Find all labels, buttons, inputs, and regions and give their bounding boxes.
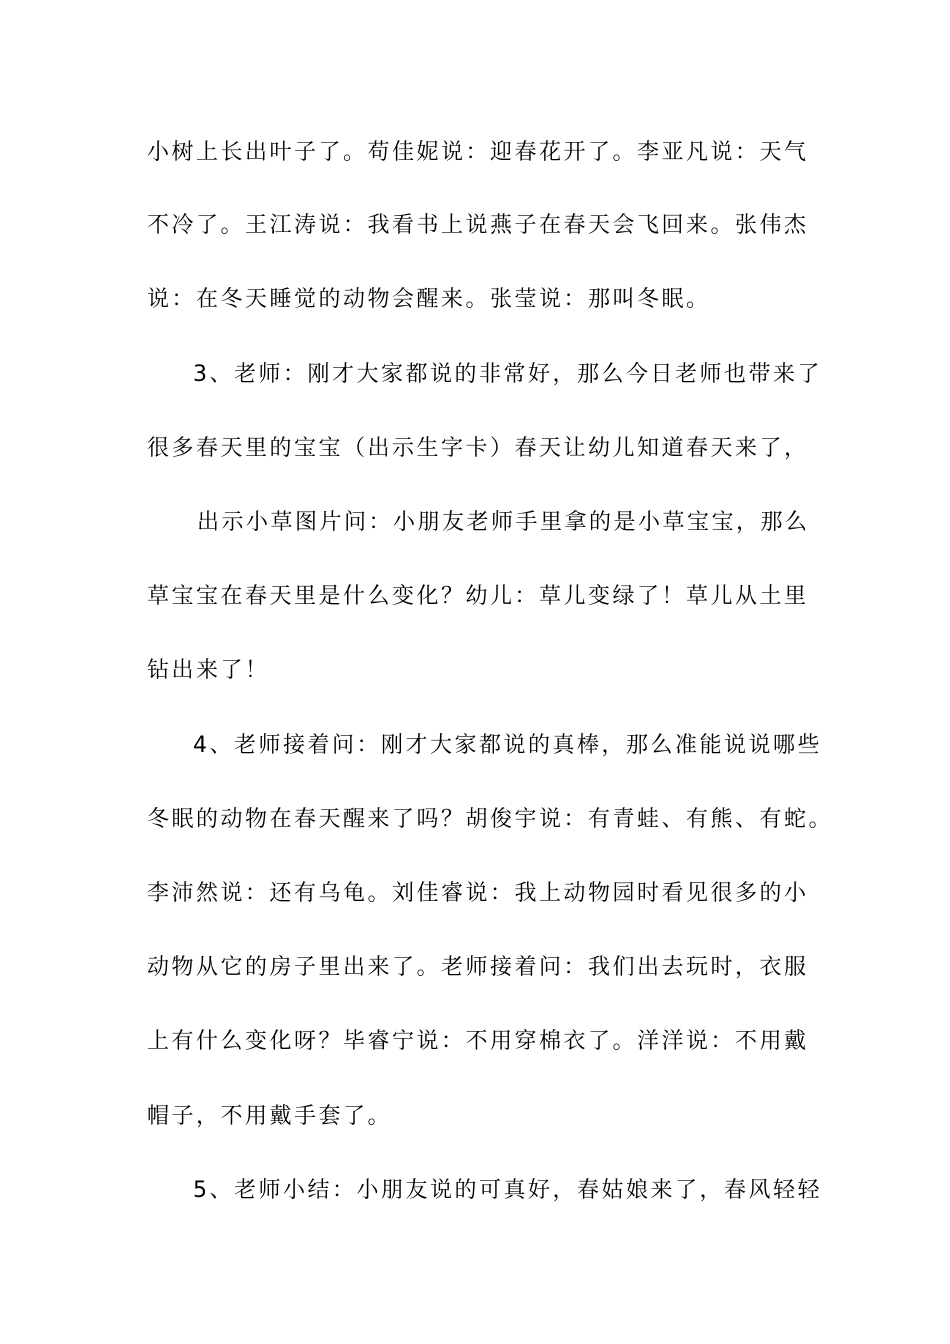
text-line: 很多春天里的宝宝（出示生字卡）春天让幼儿知道春天来了， [147,436,809,461]
text-line: 动物从它的房子里出来了。老师接着问：我们出去玩时，衣服 [147,955,809,980]
text-line: 小树上长出叶子了。苟佳妮说：迎春花开了。李亚凡说：天气 [147,140,809,165]
text-line: 出示小草图片问：小朋友老师手里拿的是小草宝宝，那么 [197,510,810,535]
text-line: 4、老师接着问：刚才大家都说的真棒，那么准能说说哪些 [193,733,822,758]
text-line: 冬眠的动物在春天醒来了吗？胡俊宇说：有青蛙、有熊、有蛇。 [147,807,834,832]
text-line: 3、老师：刚才大家都说的非常好，那么今日老师也带来了 [193,362,822,387]
text-line: 草宝宝在春天里是什么变化？幼儿：草儿变绿了！草儿从土里 [147,584,809,609]
text-line: 5、老师小结：小朋友说的可真好，春姑娘来了，春风轻轻 [193,1178,822,1203]
text-line: 帽子，不用戴手套了。 [147,1104,393,1129]
text-line: 说：在冬天睡觉的动物会醒来。张莹说：那叫冬眠。 [147,287,711,312]
text-line: 钻出来了！ [147,658,270,683]
text-line: 李沛然说：还有乌龟。刘佳睿说：我上动物园时看见很多的小 [147,881,809,906]
text-line: 不冷了。王江涛说：我看书上说燕子在春天会飞回来。张伟杰 [147,213,809,238]
text-line: 上有什么变化呀？毕睿宁说：不用穿棉衣了。洋洋说：不用戴 [147,1029,809,1054]
